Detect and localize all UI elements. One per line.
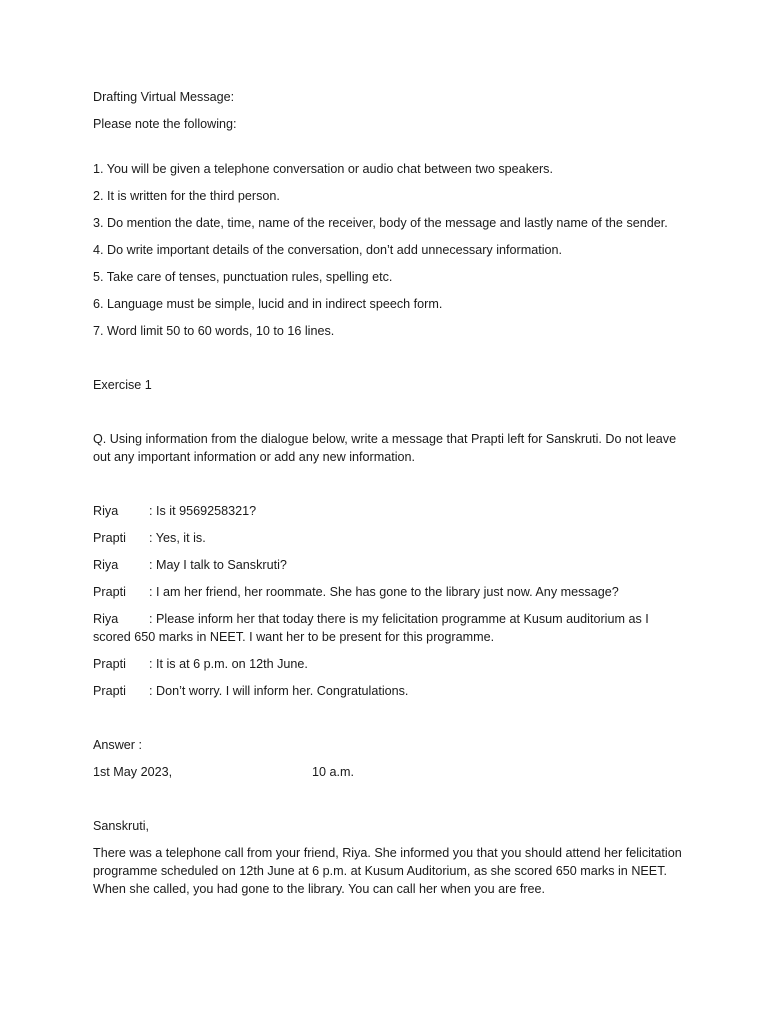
- dialogue-text: : May I talk to Sanskruti?: [149, 558, 287, 572]
- dialogue-line: [93, 556, 683, 574]
- dialogue-line: [93, 682, 683, 700]
- speaker-name: Riya: [93, 504, 119, 518]
- notes-intro: Please note the following:: [93, 117, 237, 131]
- answer-label: Answer :: [93, 738, 142, 752]
- speaker-name: Prapti: [93, 657, 126, 671]
- rule-item: 1. You will be given a telephone conversation or audio chat between two speakers.: [93, 162, 553, 176]
- dialogue-line: [93, 529, 683, 547]
- rule-item: 4. Do write important details of the conversation, don’t add unnecessary information.: [93, 243, 563, 257]
- question-text: Q. Using information from the dialogue below, write a message that Prapti left for Sanskruti. Do not leave out any important information or add any new information.: [93, 432, 677, 464]
- answer-time: 10 a.m.: [312, 765, 354, 779]
- dialogue-text: : Yes, it is.: [149, 531, 206, 545]
- dialogue-line: [93, 583, 683, 601]
- speaker-name: Riya: [93, 558, 119, 572]
- exercise-heading: Exercise 1: [93, 378, 152, 392]
- dialogue: [93, 502, 683, 700]
- message-body: There was a telephone call from your friend, Riya. She informed you that you should attend her felicitation programme scheduled on 12th June at 6 p.m. at Kusum Auditorium, as she scored 650 marks in NEET. When she called, you had gone to the library. You can call her when you are free.: [93, 846, 682, 896]
- dialogue-line: [93, 502, 683, 520]
- speaker-name: Prapti: [93, 585, 126, 599]
- dialogue-line: [93, 655, 683, 673]
- rule-item: 5. Take care of tenses, punctuation rules, spelling etc.: [93, 270, 393, 284]
- dialogue-line: [93, 610, 683, 646]
- salutation: Sanskruti,: [93, 819, 149, 833]
- rule-item: 6. Language must be simple, lucid and in indirect speech form.: [93, 297, 443, 311]
- answer-date-time: [93, 763, 683, 781]
- dialogue-text: : It is at 6 p.m. on 12th June.: [149, 657, 308, 671]
- speaker-name: Prapti: [93, 684, 126, 698]
- dialogue-text: : Don’t worry. I will inform her. Congratulations.: [149, 684, 409, 698]
- dialogue-text: : Is it 9569258321?: [149, 504, 257, 518]
- dialogue-text: : I am her friend, her roommate. She has gone to the library just now. Any message?: [149, 585, 619, 599]
- answer-date: 1st May 2023,: [93, 765, 173, 779]
- speaker-name: Prapti: [93, 531, 126, 545]
- rules-list: [93, 160, 683, 340]
- speaker-name: Riya: [93, 612, 119, 626]
- document-page: [93, 88, 683, 898]
- rule-item: 7. Word limit 50 to 60 words, 10 to 16 lines.: [93, 324, 335, 338]
- dialogue-text: : Please inform her that today there is my felicitation programme at Kusum auditorium as I scored 650 marks in NEET. I want her to be present for this programme.: [93, 612, 649, 644]
- document-title: Drafting Virtual Message:: [93, 90, 235, 104]
- rule-item: 2. It is written for the third person.: [93, 189, 280, 203]
- rule-item: 3. Do mention the date, time, name of the receiver, body of the message and lastly name of the sender.: [93, 216, 668, 230]
